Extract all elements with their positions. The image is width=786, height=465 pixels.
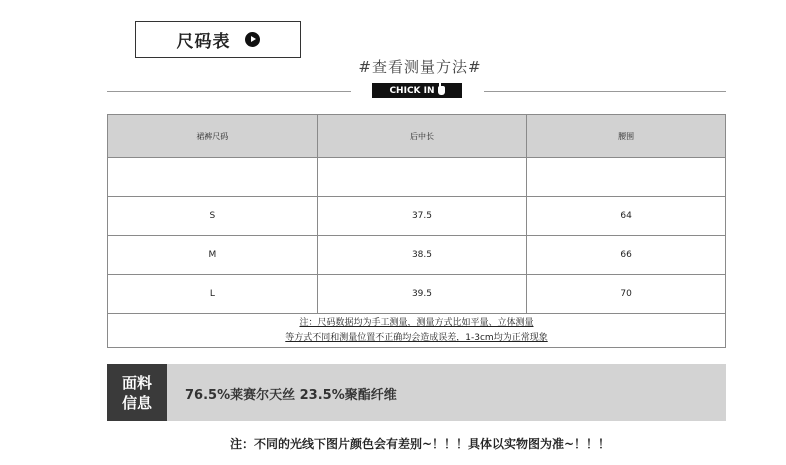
check-in-button[interactable]: [372, 83, 462, 98]
col-header-back-length: 后中长: [317, 115, 527, 158]
table-cell: 70: [527, 275, 726, 314]
table-cell: 64: [527, 197, 726, 236]
table-cell: 37.5: [317, 197, 527, 236]
table-row: [108, 236, 726, 275]
col-header-waist: 腰围: [527, 115, 726, 158]
table-row: [108, 197, 726, 236]
table-cell: 38.5: [317, 236, 527, 275]
fabric-info-panel: [107, 364, 726, 421]
note-line-2: 等方式不同和测量位置不正确均会造成误差，1-3cm均为正常现象: [285, 332, 548, 343]
fabric-info-tag-label: 面料信息: [121, 373, 152, 412]
table-cell: S: [108, 197, 318, 236]
divider-right: [484, 91, 726, 92]
check-in-label: CHICK IN: [389, 85, 435, 96]
note-line-1: 注：尺码数据均为手工测量，测量方式比如平量、立体测量: [299, 317, 534, 328]
measure-method-title: #查看测量方法#: [358, 58, 482, 76]
measurement-note: [108, 314, 726, 348]
size-table: [107, 114, 726, 348]
table-row: [108, 275, 726, 314]
table-header-row: [108, 115, 726, 158]
table-note-row: [108, 314, 726, 348]
fabric-composition: 76.5%莱赛尔天丝 23.5%聚酯纤维: [185, 388, 397, 403]
size-chart-header: [135, 21, 301, 58]
table-row-empty: [108, 158, 726, 197]
table-cell: [317, 158, 527, 197]
table-cell: [527, 158, 726, 197]
size-chart-title: 尺码表: [176, 32, 231, 52]
table-cell: [108, 158, 318, 197]
table-cell: 66: [527, 236, 726, 275]
divider-left: [107, 91, 351, 92]
table-cell: M: [108, 236, 318, 275]
table-cell: 39.5: [317, 275, 527, 314]
pointer-hand-icon: [438, 86, 445, 95]
col-header-size: 裙裤尺码: [108, 115, 318, 158]
fabric-info-tag: [107, 364, 167, 421]
table-cell: L: [108, 275, 318, 314]
color-disclaimer: 注：不同的光线下图片颜色会有差别~！！！具体以实物图为准~！！！: [229, 437, 611, 451]
play-icon: [245, 32, 260, 47]
